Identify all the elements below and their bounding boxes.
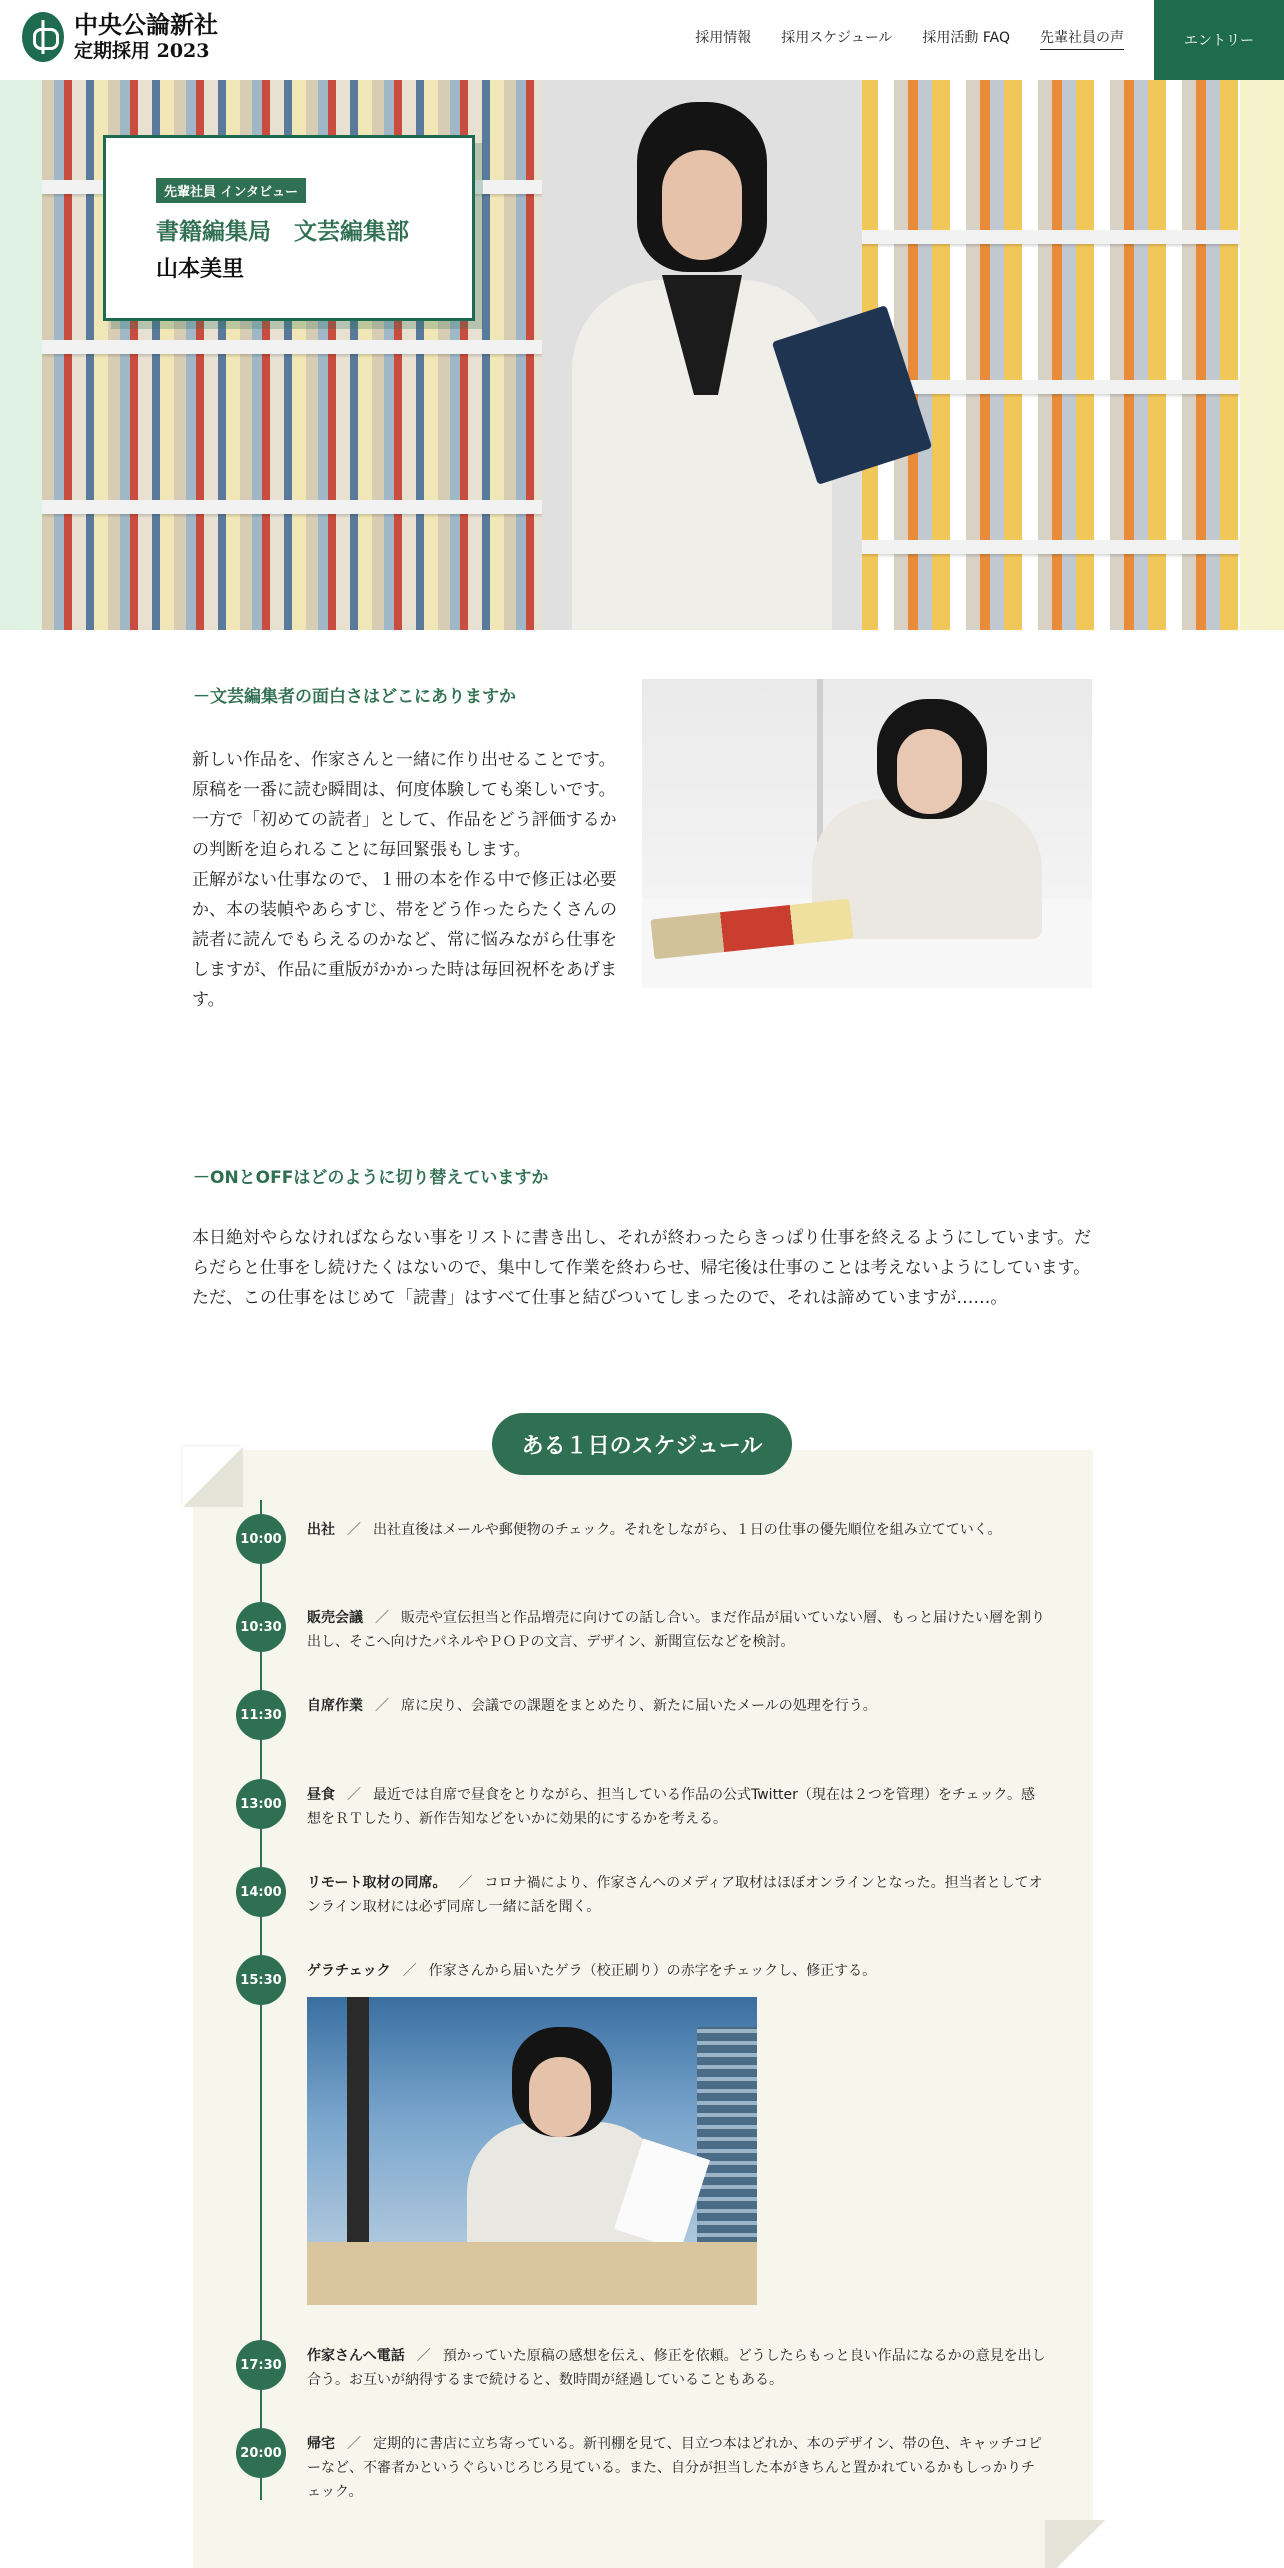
schedule-description: 席に戻り、会議での課題をまとめたり、新たに届いたメールの処理を行う。 (401, 1698, 877, 1714)
main-nav (695, 27, 1124, 50)
nav-recruit-info[interactable]: 採用情報 (695, 30, 752, 46)
employee-department: 書籍編集局 文芸編集部 (156, 219, 409, 245)
entry-button[interactable]: エントリー (1154, 0, 1284, 80)
time-badge: 14:00 (236, 1867, 286, 1917)
nav-employee-voices[interactable]: 先輩社員の声 (1040, 27, 1124, 50)
answer-1-text: 新しい作品を、作家さんと一緒に作り出せることです。 原稿を一番に読む瞬間は、何度体験しても楽しいです。一方で「初めての読者」として、作品をどう評価するかの判断を迫られることに毎回緊張もします。 正解がない仕事なので、１冊の本を作る中で修正は必要か、本の装幀やあらすじ、帯をどう作ったらたくさんの読者に読んでもらえるのかなど、常に悩みながら仕事をしますが、作品に重版がかかった時は毎回祝杯をあげます。 (192, 750, 617, 1010)
schedule-description: 定期的に書店に立ち寄っている。新刊棚を見て、目立つ本はどれか、本のデザイン、帯の色、キャッチコピーなど、不審者かというぐらいじろじろ見ている。また、自分が担当した本がきちんと置かれているかもしっかりチェック。 (307, 2436, 1043, 2500)
time-badge: 15:30 (236, 1955, 286, 2005)
time-badge: 20:00 (236, 2428, 286, 2478)
answer-2-text: 本日絶対やらなければならない事をリストに書き出し、それが終わったらきっぱり仕事を終えるようにしています。だらだらと仕事をし続けたくはないので、集中して作業を終わらせ、帰宅後は仕事のことは考えないようにしています。 ただ、この仕事をはじめて「読書」はすべて仕事と結びついてしまったので、それは諦めていますが……。 (192, 1228, 1092, 1308)
schedule-description: コロナ禍により、作家さんへのメディア取材はほぼオンラインとなった。担当者としてオンライン取材には必ず同席し一緒に話を聞く。 (307, 1875, 1043, 1915)
employee-portrait (542, 80, 862, 630)
schedule-label: 販売会議 (307, 1610, 363, 1626)
interview-badge: 先輩社員 インタビュー (156, 178, 306, 203)
bookshelf-right (860, 80, 1240, 630)
proof-checking-photo (307, 1997, 757, 2305)
schedule-title: ある１日のスケジュール (492, 1413, 792, 1475)
schedule-description: 作家さんから届いたゲラ（校正刷り）の赤字をチェックし、修正する。 (428, 1963, 877, 1979)
panel-corner-decoration (1045, 2520, 1105, 2568)
time-badge: 13:00 (236, 1779, 286, 1829)
nav-recruit-faq[interactable]: 採用活動 FAQ (922, 30, 1010, 46)
employee-name: 山本美里 (156, 257, 245, 282)
schedule-label: 帰宅 (307, 2436, 335, 2452)
site-logo[interactable] (22, 12, 218, 62)
time-badge: 10:30 (236, 1602, 286, 1652)
panel-corner-decoration (183, 1447, 243, 1507)
company-emblem-icon (22, 12, 64, 62)
schedule-label: リモート取材の同席。 (307, 1875, 447, 1891)
schedule-description: 販売や宣伝担当と作品増売に向けての話し合い。まだ作品が届いていない層、もっと届けたい層を割り出し、そこへ向けたパネルやＰＯＰの文言、デザイン、新聞宣伝などを検討。 (307, 1610, 1045, 1650)
nav-recruit-schedule[interactable]: 採用スケジュール (781, 30, 893, 46)
interview-title-card (103, 135, 475, 321)
schedule-description: 最近では自席で昼食をとりながら、担当している作品の公式Twitter（現在は２つを管理）をチェック。感想をＲＴしたり、新作告知などをいかに効果的にするかを考える。 (307, 1787, 1035, 1827)
schedule-label: ゲラチェック (307, 1963, 391, 1979)
question-1-heading: －文芸編集者の面白さはどこにありますか (193, 687, 516, 707)
schedule-label: 出社 (307, 1522, 335, 1538)
schedule-label: 自席作業 (307, 1698, 363, 1714)
site-header (0, 0, 1284, 80)
time-badge: 17:30 (236, 2340, 286, 2390)
schedule-description: 預かっていた原稿の感想を伝え、修正を依頼。どうしたらもっと良い作品になるかの意見を出し合う。お互いが納得するまで続けると、数時間が経過していることもある。 (307, 2348, 1046, 2388)
time-badge: 11:30 (236, 1690, 286, 1740)
logo-company-name: 中央公論新社 (74, 10, 218, 40)
time-badge: 10:00 (236, 1514, 286, 1564)
schedule-label: 作家さんへ電話 (307, 2348, 405, 2364)
employee-desk-photo (642, 679, 1092, 988)
question-2-heading: －ONとOFFはどのように切り替えていますか (193, 1168, 549, 1188)
schedule-label: 昼食 (307, 1787, 335, 1803)
schedule-description: 出社直後はメールや郵便物のチェック。それをしながら、１日の仕事の優先順位を組み立てていく。 (373, 1522, 1002, 1538)
logo-recruit-year: 定期採用 2023 (74, 39, 210, 62)
